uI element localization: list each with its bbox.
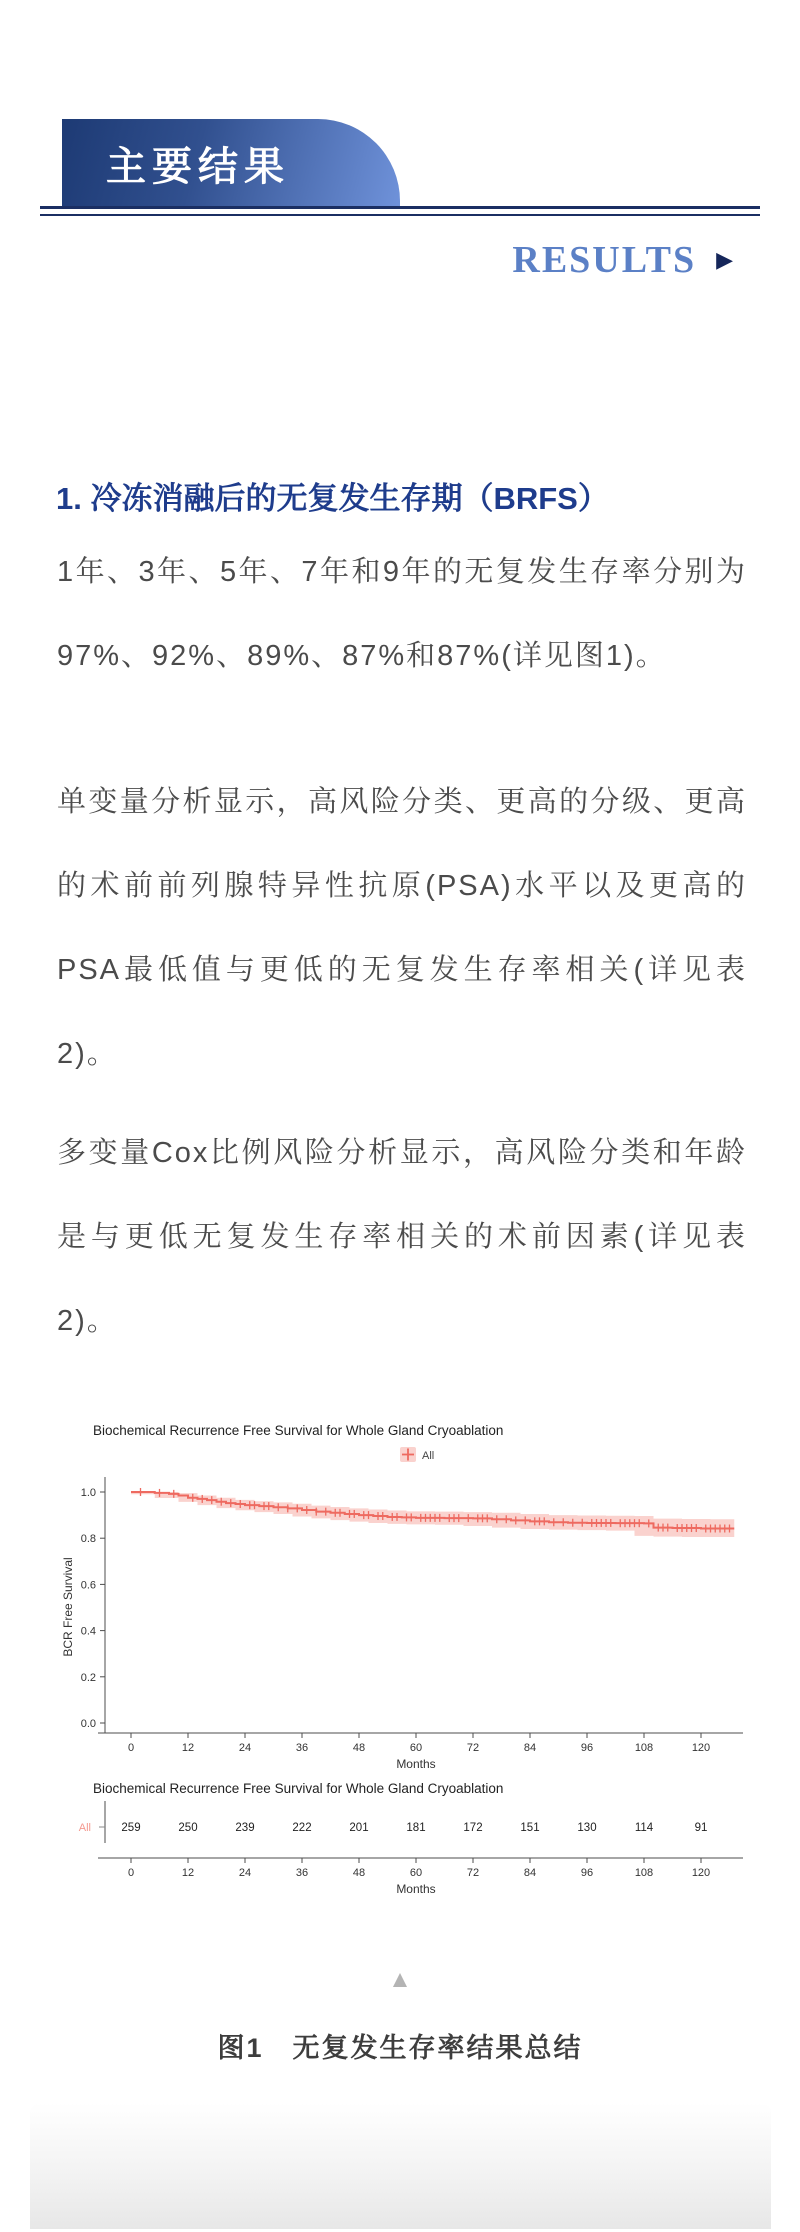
- results-label: RESULTS: [512, 239, 697, 281]
- risk-count: 201: [349, 1822, 369, 1834]
- svg-text:84: 84: [523, 1867, 537, 1879]
- svg-text:24: 24: [238, 1867, 252, 1879]
- km-chart-svg: [58, 1415, 748, 1907]
- risk-count: 250: [178, 1822, 198, 1834]
- risk-x-axis-label: Months: [396, 1882, 436, 1896]
- legend-label: All: [422, 1450, 435, 1462]
- svg-text:36: 36: [295, 1867, 309, 1879]
- svg-text:0.8: 0.8: [80, 1533, 96, 1546]
- scroll-up-icon[interactable]: ▲: [388, 1966, 412, 1993]
- risk-count: 222: [292, 1822, 312, 1834]
- svg-text:0.0: 0.0: [80, 1718, 96, 1730]
- svg-text:108: 108: [634, 1867, 654, 1879]
- risk-count: 151: [520, 1822, 540, 1834]
- header-rule-thick: [40, 206, 760, 209]
- chart-title: Biochemical Recurrence Free Survival for Whole Gland Cryoablation: [93, 1423, 504, 1438]
- svg-text:0: 0: [127, 1867, 135, 1879]
- svg-text:60: 60: [409, 1867, 423, 1879]
- banner-title: 主要结果: [106, 143, 290, 189]
- figure: [58, 1415, 748, 1907]
- header-rule-thin: [40, 214, 760, 216]
- risk-table-title: Biochemical Recurrence Free Survival for Whole Gland Cryoablation: [93, 1781, 504, 1796]
- y-axis-label: BCR Free Survival: [61, 1557, 75, 1657]
- risk-count: 91: [694, 1822, 708, 1834]
- risk-count: 172: [463, 1822, 483, 1834]
- svg-text:48: 48: [352, 1867, 366, 1879]
- svg-text:12: 12: [181, 1742, 195, 1754]
- svg-text:96: 96: [580, 1742, 594, 1754]
- svg-text:96: 96: [580, 1867, 594, 1879]
- paragraph-multivariate: 多变量Cox比例风险分析显示，高风险分类和年龄是与更低无复发生存率相关的术前因素(详见表2)。: [57, 1137, 747, 1337]
- svg-text:1.0: 1.0: [80, 1487, 96, 1499]
- svg-text:36: 36: [295, 1742, 309, 1754]
- risk-count: 130: [577, 1822, 597, 1834]
- svg-text:24: 24: [238, 1742, 252, 1754]
- svg-text:12: 12: [181, 1867, 195, 1879]
- results-header: [0, 238, 733, 282]
- figure-caption: 图1 无复发生存率结果总结: [217, 2033, 583, 2063]
- section-heading: 1. 冷冻消融后的无复发生存期（BRFS）: [56, 481, 609, 516]
- svg-text:84: 84: [523, 1742, 537, 1754]
- risk-count: 181: [406, 1822, 426, 1834]
- svg-text:0: 0: [127, 1742, 135, 1754]
- svg-text:0.6: 0.6: [80, 1579, 96, 1592]
- svg-text:0.4: 0.4: [80, 1625, 96, 1638]
- risk-row-label: All: [78, 1822, 91, 1834]
- risk-count: 239: [235, 1822, 255, 1834]
- svg-text:72: 72: [466, 1742, 480, 1754]
- svg-text:72: 72: [466, 1867, 480, 1879]
- svg-text:120: 120: [691, 1742, 711, 1754]
- risk-count: 114: [634, 1822, 654, 1834]
- svg-text:120: 120: [691, 1867, 711, 1879]
- arrow-right-icon: ▶: [716, 247, 733, 272]
- svg-text:48: 48: [352, 1742, 366, 1754]
- svg-text:60: 60: [409, 1742, 423, 1754]
- x-axis-label: Months: [396, 1757, 436, 1771]
- svg-text:0.2: 0.2: [80, 1671, 96, 1684]
- paragraph-brfs-rates: 1年、3年、5年、7年和9年的无复发生存率分别为97%、92%、89%、87%和87%(详见图1)。: [57, 556, 747, 672]
- section-banner: [62, 119, 400, 207]
- paragraph-univariate: 单变量分析显示，高风险分类、更高的分级、更高的术前前列腺特异性抗原(PSA)水平以及更高的PSA最低值与更低的无复发生存率相关(详见表2)。: [57, 786, 747, 1070]
- risk-count: 259: [121, 1822, 141, 1834]
- svg-text:108: 108: [634, 1742, 654, 1754]
- next-section-card: [30, 2103, 771, 2229]
